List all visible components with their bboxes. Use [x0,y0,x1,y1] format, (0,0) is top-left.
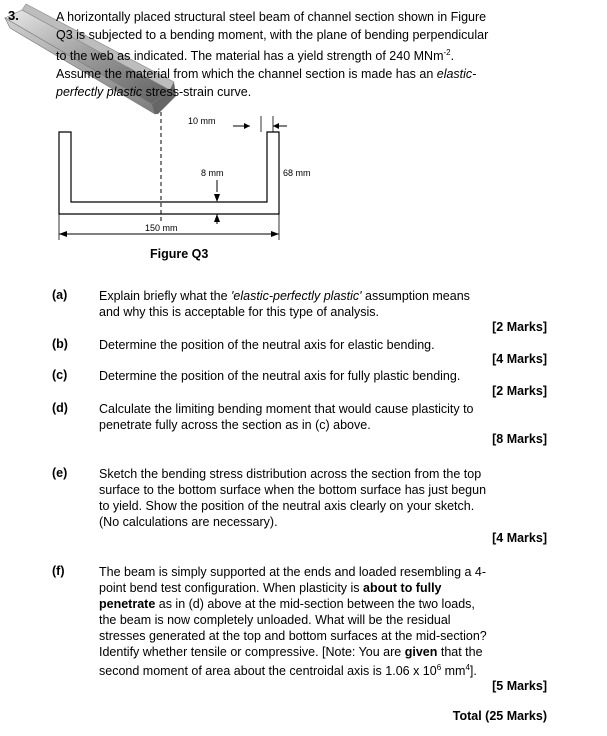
arrow-head [271,231,279,237]
arrow-head [273,123,279,129]
intro-line: A horizontally placed structural steel beam of channel section shown in Figure [56,10,487,24]
marks-label: [8 Marks] [492,432,547,446]
part-text: Calculate the limiting bending moment that would cause plasticity to penetrate fully across the section as in (c) above. [99,402,474,432]
label-inner-thickness: 8 mm [201,168,224,178]
arrow-head [214,194,220,202]
marks-label: [4 Marks] [492,352,547,366]
intro-line: Q3 is subjected to a bending moment, with the plane of bending perpendicular [56,28,489,42]
part-label: (c) [52,368,68,382]
intro-line: to the web as indicated. The material has a yield strength of 240 MNm$^{-2}$. [56,48,455,64]
marks-label: [4 Marks] [492,531,547,545]
part-text: Determine the position of the neutral axis for fully plastic bending. [99,369,461,383]
label-height: 68 mm [283,168,311,178]
intro-line: perfectly plastic stress-strain curve. [56,85,252,100]
channel-outline [59,132,279,214]
part-label: (b) [52,337,68,351]
marks-label: [2 Marks] [492,320,547,334]
arrow-head [244,123,250,129]
question-intro [56,8,556,101]
part-label: (f) [52,564,65,578]
part-label: (e) [52,466,68,480]
label-top-thickness: 10 mm [188,116,216,126]
part-text: Sketch the bending stress distribution across the section from the top surface to the bottom surface when the bottom surface has just begun to yield. Show the position of the neutral axis clearly on your sketch. (No calculations are necessary). [99,467,487,529]
arrow-head [59,231,67,237]
question-number: 3. [8,8,19,23]
arrow-head [214,214,220,222]
intro-line: Assume the material from which the channel section is made has an elastic- [56,67,477,82]
figure-caption: Figure Q3 [150,247,209,261]
marks-label: [2 Marks] [492,384,547,398]
marks-label: [5 Marks] [492,679,547,693]
label-width: 150 mm [145,223,178,233]
part-label: (d) [52,401,68,415]
part-text: Determine the position of the neutral axis for elastic bending. [99,338,435,352]
part-label: (a) [52,288,68,302]
channel-section-figure [55,112,325,247]
part-text: Explain briefly what the 'elastic-perfectly plastic' assumption means and why this is acceptable for this type of analysis. [99,289,470,319]
total-marks: Total (25 Marks) [452,709,547,723]
part-text: The beam is simply supported at the ends and loaded resembling a 4- point bend test configuration. When plasticity is about to fully penetrate as in (d) above at the mid-section between the two loads, the beam is now completely unloaded. What will be the residual stresses generated at the top and bottom surfaces at the mid-section? Identify whether tensile or compressive. [Note: You are given that the second moment of area about the centroidal axis is 1.06 x $10^6$ $mm^4$]. [99,565,487,679]
